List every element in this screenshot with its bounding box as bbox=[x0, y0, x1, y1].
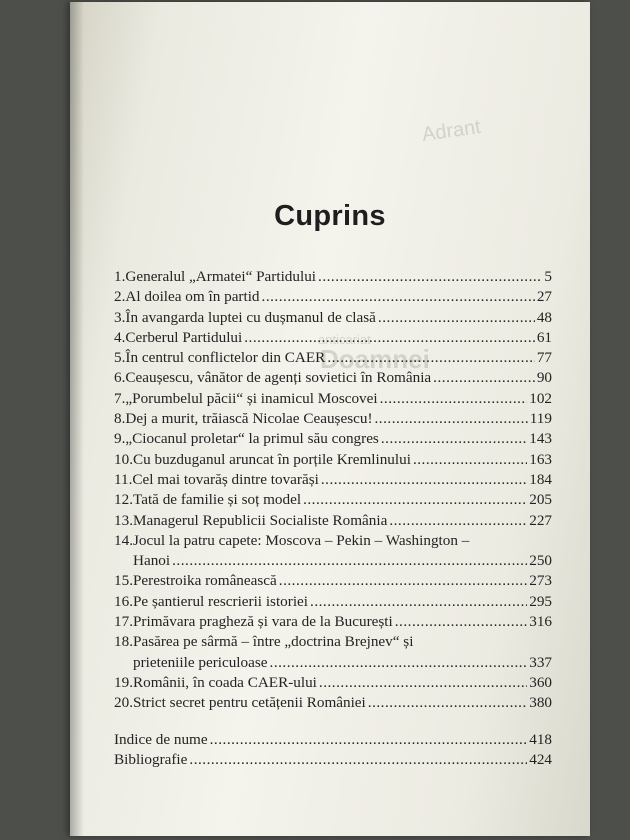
toc-page-number: 27 bbox=[536, 288, 552, 306]
toc-number: 12. bbox=[114, 491, 133, 509]
toc-number: 1. bbox=[114, 268, 126, 285]
toc-title: „Porumbelul păcii“ și inamicul Moscovei bbox=[125, 389, 378, 407]
toc-title: Primăvara pragheză și vara de la București bbox=[132, 613, 393, 631]
toc-title: Generalul „Armatei“ Partidului bbox=[125, 268, 317, 285]
toc-entry bbox=[114, 593, 552, 613]
watermark-brand: Adrant bbox=[420, 116, 483, 146]
toc-leader-dots bbox=[279, 572, 527, 590]
toc-number: 10. bbox=[114, 450, 133, 468]
toc-number: 6. bbox=[114, 369, 126, 387]
toc-line bbox=[114, 349, 552, 369]
toc-number: 20. bbox=[114, 694, 133, 712]
toc-entry bbox=[114, 329, 552, 349]
toc-number: 9. bbox=[114, 430, 126, 448]
toc-leader-dots bbox=[378, 309, 535, 327]
toc-entry bbox=[114, 532, 552, 573]
toc-page-number: 250 bbox=[529, 552, 552, 570]
toc-page-number: 227 bbox=[529, 511, 552, 529]
toc-line bbox=[114, 369, 552, 389]
toc-entry bbox=[114, 268, 552, 288]
page-spine-shadow bbox=[70, 2, 84, 836]
toc-number: 18. bbox=[114, 633, 133, 651]
appendix-page-number: 418 bbox=[529, 730, 552, 748]
toc-page-number: 360 bbox=[529, 673, 552, 691]
toc-leader-dots bbox=[321, 471, 527, 489]
watermark-small: anticariat bbox=[318, 332, 371, 347]
toc-leader-dots bbox=[395, 613, 527, 631]
toc-leader-dots bbox=[375, 410, 528, 428]
toc-leader-dots bbox=[310, 593, 527, 611]
toc-entry bbox=[114, 694, 552, 714]
toc-line bbox=[114, 512, 552, 532]
toc-page-number: 316 bbox=[529, 613, 552, 631]
toc-line bbox=[114, 268, 552, 288]
toc-page-number: 143 bbox=[529, 430, 552, 448]
toc-title: Ceaușescu, vânător de agenți sovietici în România bbox=[125, 369, 432, 387]
toc-leader-dots bbox=[262, 288, 535, 306]
toc-number: 17. bbox=[114, 613, 133, 631]
toc-page-number: 119 bbox=[529, 410, 552, 428]
toc-title: Perestroika românească bbox=[132, 572, 277, 590]
toc-line bbox=[114, 633, 552, 653]
toc-number: 14. bbox=[114, 531, 133, 549]
toc-leader-dots bbox=[270, 654, 528, 672]
toc-entry bbox=[114, 491, 552, 511]
toc-line bbox=[114, 390, 552, 410]
toc-number: 2. bbox=[114, 288, 126, 306]
toc-entry bbox=[114, 512, 552, 532]
toc-page-number: 295 bbox=[529, 592, 552, 610]
toc-title: Românii, în coada CAER-ului bbox=[132, 673, 317, 691]
toc-line bbox=[114, 654, 552, 674]
toc-title: prieteniile periculoase bbox=[133, 653, 268, 671]
toc-line bbox=[114, 613, 552, 633]
appendix-title: Indice de nume bbox=[114, 730, 208, 748]
toc-line bbox=[114, 674, 552, 694]
toc-entry bbox=[114, 572, 552, 592]
toc-line bbox=[114, 288, 552, 308]
toc-title: Strict secret pentru cetățenii României bbox=[132, 694, 366, 712]
toc-title: Dej a murit, trăiască Nicolae Ceaușescu! bbox=[125, 410, 373, 428]
toc-page-number: 337 bbox=[529, 653, 552, 671]
toc-number: 13. bbox=[114, 511, 133, 529]
toc-page-number: 90 bbox=[536, 369, 552, 387]
toc-spacer bbox=[114, 715, 552, 731]
toc-number: 3. bbox=[114, 308, 126, 326]
toc-leader-dots bbox=[381, 430, 527, 448]
toc-leader-dots bbox=[319, 674, 527, 692]
toc-title: Pasărea pe sârmă – între „doctrina Brejnev“ și bbox=[133, 633, 414, 651]
toc-entry bbox=[114, 288, 552, 308]
toc-page-number: 163 bbox=[529, 450, 552, 468]
toc-number: 7. bbox=[114, 389, 126, 407]
toc-entry bbox=[114, 674, 552, 694]
toc-leader-dots bbox=[368, 694, 527, 712]
toc-leader-dots bbox=[433, 369, 535, 387]
toc-line bbox=[114, 410, 552, 430]
toc-line bbox=[114, 572, 552, 592]
toc-line bbox=[114, 694, 552, 714]
toc-entry bbox=[114, 410, 552, 430]
toc-line bbox=[114, 491, 552, 511]
appendix-line bbox=[114, 751, 552, 771]
toc-title: Cu buzduganul aruncat în porțile Kremlinului bbox=[132, 450, 411, 468]
toc-page-number: 48 bbox=[536, 308, 552, 326]
toc-page-number: 102 bbox=[529, 389, 552, 407]
toc-number: 5. bbox=[114, 349, 126, 367]
toc-line bbox=[114, 309, 552, 329]
toc-leader-dots bbox=[327, 349, 535, 367]
toc-title: Al doilea om în partid bbox=[125, 288, 260, 306]
toc-leader-dots bbox=[189, 751, 527, 769]
toc-title: „Ciocanul proletar“ la primul său congres bbox=[125, 430, 379, 448]
toc-leader-dots bbox=[210, 731, 528, 749]
appendix-page-number: 424 bbox=[529, 750, 552, 768]
toc-title: Jocul la patru capete: Moscova – Pekin – Washington – bbox=[133, 531, 470, 549]
toc-line bbox=[114, 451, 552, 471]
toc-leader-dots bbox=[389, 512, 527, 530]
toc-entry bbox=[114, 349, 552, 369]
toc-entry bbox=[114, 633, 552, 674]
toc-line bbox=[114, 430, 552, 450]
toc-entry bbox=[114, 390, 552, 410]
toc-page-number: 5 bbox=[544, 268, 552, 285]
table-of-contents bbox=[114, 268, 552, 771]
toc-entry bbox=[114, 309, 552, 329]
toc-line bbox=[114, 552, 552, 572]
appendix-title: Bibliografie bbox=[114, 750, 188, 768]
toc-title: Cel mai tovarăș dintre tovarăși bbox=[132, 470, 319, 488]
toc-page-number: 77 bbox=[536, 349, 552, 367]
toc-line bbox=[114, 532, 552, 552]
toc-page-number: 273 bbox=[529, 572, 552, 590]
toc-page-number: 184 bbox=[529, 470, 552, 488]
toc-entry bbox=[114, 369, 552, 389]
toc-title: În centrul conflictelor din CAER bbox=[125, 349, 326, 367]
toc-number: 8. bbox=[114, 410, 126, 428]
toc-line bbox=[114, 329, 552, 349]
toc-title: Hanoi bbox=[133, 552, 171, 570]
toc-number: 15. bbox=[114, 572, 133, 590]
toc-leader-dots bbox=[303, 491, 527, 509]
toc-title: În avangarda luptei cu dușmanul de clasă bbox=[125, 308, 376, 326]
toc-entry bbox=[114, 451, 552, 471]
toc-leader-dots bbox=[172, 552, 527, 570]
toc-entry bbox=[114, 613, 552, 633]
toc-title: Tată de familie și soț model bbox=[132, 491, 302, 509]
toc-leader-dots bbox=[380, 390, 528, 408]
toc-title: Pe șantierul rescrierii istoriei bbox=[132, 592, 309, 610]
toc-leader-dots bbox=[244, 329, 535, 347]
toc-number: 11. bbox=[114, 470, 133, 488]
toc-line bbox=[114, 471, 552, 491]
toc-title: Managerul Republicii Socialiste România bbox=[132, 511, 388, 529]
toc-entry bbox=[114, 471, 552, 491]
watermark-big: Doamnei bbox=[320, 344, 430, 374]
book-page bbox=[70, 2, 590, 836]
toc-number: 19. bbox=[114, 673, 133, 691]
toc-number: 4. bbox=[114, 328, 126, 346]
toc-page-number: 61 bbox=[536, 328, 552, 346]
toc-page-number: 380 bbox=[529, 694, 552, 712]
toc-leader-dots bbox=[413, 451, 527, 469]
page-title: Cuprins bbox=[274, 200, 386, 232]
toc-line bbox=[114, 593, 552, 613]
toc-entry bbox=[114, 430, 552, 450]
toc-page-number: 205 bbox=[529, 491, 552, 509]
toc-number: 16. bbox=[114, 592, 133, 610]
toc-title: Cerberul Partidului bbox=[125, 328, 243, 346]
toc-leader-dots bbox=[318, 268, 542, 286]
appendix-line bbox=[114, 731, 552, 751]
